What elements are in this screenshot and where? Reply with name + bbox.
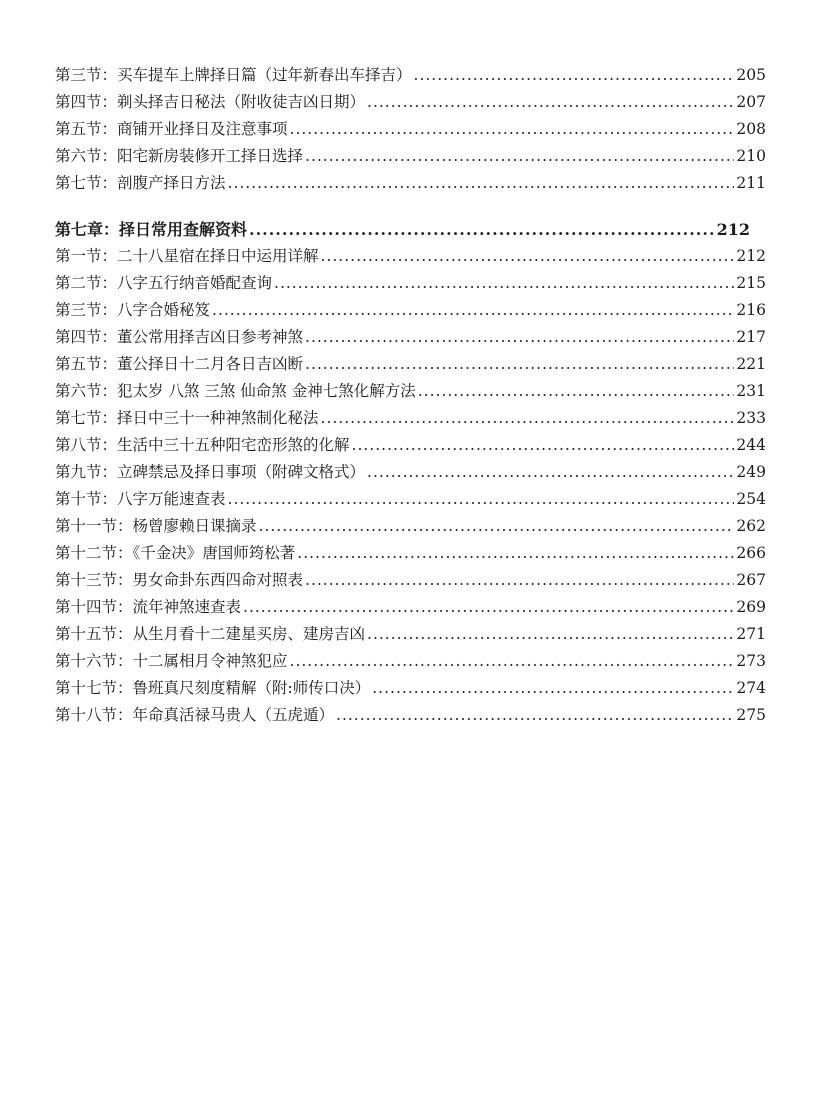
toc-entry-page: 208 xyxy=(736,120,766,138)
toc-entry[interactable] xyxy=(55,89,766,116)
table-of-contents xyxy=(55,62,766,729)
toc-leader-dots xyxy=(228,486,735,513)
toc-entry-page: 273 xyxy=(736,652,766,670)
toc-entry[interactable] xyxy=(55,594,766,621)
toc-leader-dots xyxy=(305,324,734,351)
toc-entry[interactable] xyxy=(55,62,766,89)
toc-leader-dots xyxy=(418,378,735,405)
toc-leader-dots xyxy=(297,540,734,567)
toc-entry-page: 274 xyxy=(736,679,766,697)
toc-leader-dots xyxy=(274,270,734,297)
toc-entry-page: 233 xyxy=(736,409,766,427)
toc-entry[interactable] xyxy=(55,675,766,702)
toc-entry[interactable] xyxy=(55,324,766,351)
toc-entry-page: 211 xyxy=(736,174,766,192)
toc-leader-dots xyxy=(249,216,715,243)
toc-entry-title: 第十三节：男女命卦东西四命对照表 xyxy=(55,571,304,589)
toc-entry[interactable] xyxy=(55,567,766,594)
toc-entry-title: 第二节：八字五行纳音婚配查询 xyxy=(55,274,273,292)
toc-entry-title: 第九节：立碑禁忌及择日事项（附碑文格式） xyxy=(55,463,366,481)
toc-entry-title: 第三节：买车提车上牌择日篇（过年新春出车择吉） xyxy=(55,66,412,84)
toc-entry-title: 第七节：剖腹产择日方法 xyxy=(55,174,226,192)
toc-entry-page: 266 xyxy=(736,544,766,562)
toc-entry-page: 216 xyxy=(736,301,766,319)
toc-entry-page: 231 xyxy=(736,382,766,400)
toc-entry-page: 215 xyxy=(736,274,766,292)
toc-entry-title: 第十六节：十二属相月令神煞犯应 xyxy=(55,652,288,670)
toc-entry-title: 第十一节：杨曾廖赖日课摘录 xyxy=(55,517,257,535)
toc-entry-title: 第十四节：流年神煞速查表 xyxy=(55,598,242,616)
toc-leader-dots xyxy=(372,675,734,702)
toc-entry-title: 第一节：二十八星宿在择日中运用详解 xyxy=(55,247,319,265)
toc-leader-dots xyxy=(367,459,734,486)
toc-entry-page: 271 xyxy=(736,625,766,643)
toc-entry-page: 244 xyxy=(736,436,766,454)
toc-entry[interactable] xyxy=(55,378,766,405)
toc-entry-page: 267 xyxy=(736,571,766,589)
toc-leader-dots xyxy=(414,62,735,89)
toc-entry-title: 第四节：董公常用择吉凶日参考神煞 xyxy=(55,328,304,346)
toc-entry-page: 207 xyxy=(736,93,766,111)
toc-entry-title: 第四节：剃头择吉日秘法（附收徒吉凶日期） xyxy=(55,93,366,111)
toc-entry-page: 217 xyxy=(736,328,766,346)
toc-entry-title: 第三节：八字合婚秘笈 xyxy=(55,301,211,319)
toc-entry-page: 249 xyxy=(736,463,766,481)
toc-entry[interactable] xyxy=(55,702,766,729)
toc-entry[interactable] xyxy=(55,116,766,143)
toc-entry[interactable] xyxy=(55,648,766,675)
toc-leader-dots xyxy=(243,594,734,621)
toc-entry[interactable] xyxy=(55,297,766,324)
toc-leader-dots xyxy=(290,116,735,143)
toc-entry[interactable] xyxy=(55,143,766,170)
toc-entry[interactable] xyxy=(55,405,766,432)
toc-entry-title: 第十五节：从生月看十二建星买房、建房吉凶 xyxy=(55,625,366,643)
toc-entry-page: 210 xyxy=(736,147,766,165)
toc-leader-dots xyxy=(321,243,735,270)
chapter-title: 第七章：择日常用查解资料 xyxy=(55,220,248,239)
toc-entry-title: 第十二节：《千金决》唐国师筠松著 xyxy=(55,544,296,562)
toc-entry-title: 第七节：择日中三十一种神煞制化秘法 xyxy=(55,409,319,427)
toc-entry-page: 221 xyxy=(736,355,766,373)
toc-entry-page: 275 xyxy=(736,706,766,724)
toc-entry[interactable] xyxy=(55,243,766,270)
toc-entry-title: 第十节：八字万能速查表 xyxy=(55,490,226,508)
toc-leader-dots xyxy=(367,89,734,116)
toc-entry-title: 第五节：董公择日十二月各日吉凶断 xyxy=(55,355,304,373)
toc-entry-page: 262 xyxy=(736,517,766,535)
toc-entry-title: 第五节：商铺开业择日及注意事项 xyxy=(55,120,288,138)
toc-leader-dots xyxy=(321,405,735,432)
toc-entry[interactable] xyxy=(55,170,766,197)
toc-entry[interactable] xyxy=(55,486,766,513)
toc-leader-dots xyxy=(212,297,734,324)
chapter-page: 212 xyxy=(716,220,750,239)
toc-entry[interactable] xyxy=(55,513,766,540)
toc-leader-dots xyxy=(336,702,734,729)
toc-entry[interactable] xyxy=(55,270,766,297)
toc-leader-dots xyxy=(305,567,734,594)
toc-leader-dots xyxy=(305,351,734,378)
toc-entry[interactable] xyxy=(55,540,766,567)
toc-leader-dots xyxy=(228,170,735,197)
toc-entry-page: 269 xyxy=(736,598,766,616)
toc-entry-title: 第十七节：鲁班真尺刻度精解（附:师传口决） xyxy=(55,679,371,697)
toc-entry-page: 205 xyxy=(736,66,766,84)
toc-leader-dots xyxy=(259,513,735,540)
toc-leader-dots xyxy=(290,648,735,675)
toc-leader-dots xyxy=(367,621,734,648)
toc-entry-title: 第八节：生活中三十五种阳宅峦形煞的化解 xyxy=(55,436,350,454)
toc-chapter-heading[interactable] xyxy=(55,216,766,243)
toc-entry[interactable] xyxy=(55,351,766,378)
toc-leader-dots xyxy=(352,432,735,459)
toc-entry[interactable] xyxy=(55,432,766,459)
toc-entry-title: 第十八节：年命真活禄马贵人（五虎遁） xyxy=(55,706,335,724)
toc-entry[interactable] xyxy=(55,459,766,486)
toc-entry-title: 第六节：犯太岁 八煞 三煞 仙命煞 金神七煞化解方法 xyxy=(55,382,416,400)
toc-entry[interactable] xyxy=(55,621,766,648)
toc-entry-title: 第六节：阳宅新房装修开工择日选择 xyxy=(55,147,304,165)
toc-entry-page: 254 xyxy=(736,490,766,508)
toc-leader-dots xyxy=(305,143,734,170)
toc-entry-page: 212 xyxy=(736,247,766,265)
